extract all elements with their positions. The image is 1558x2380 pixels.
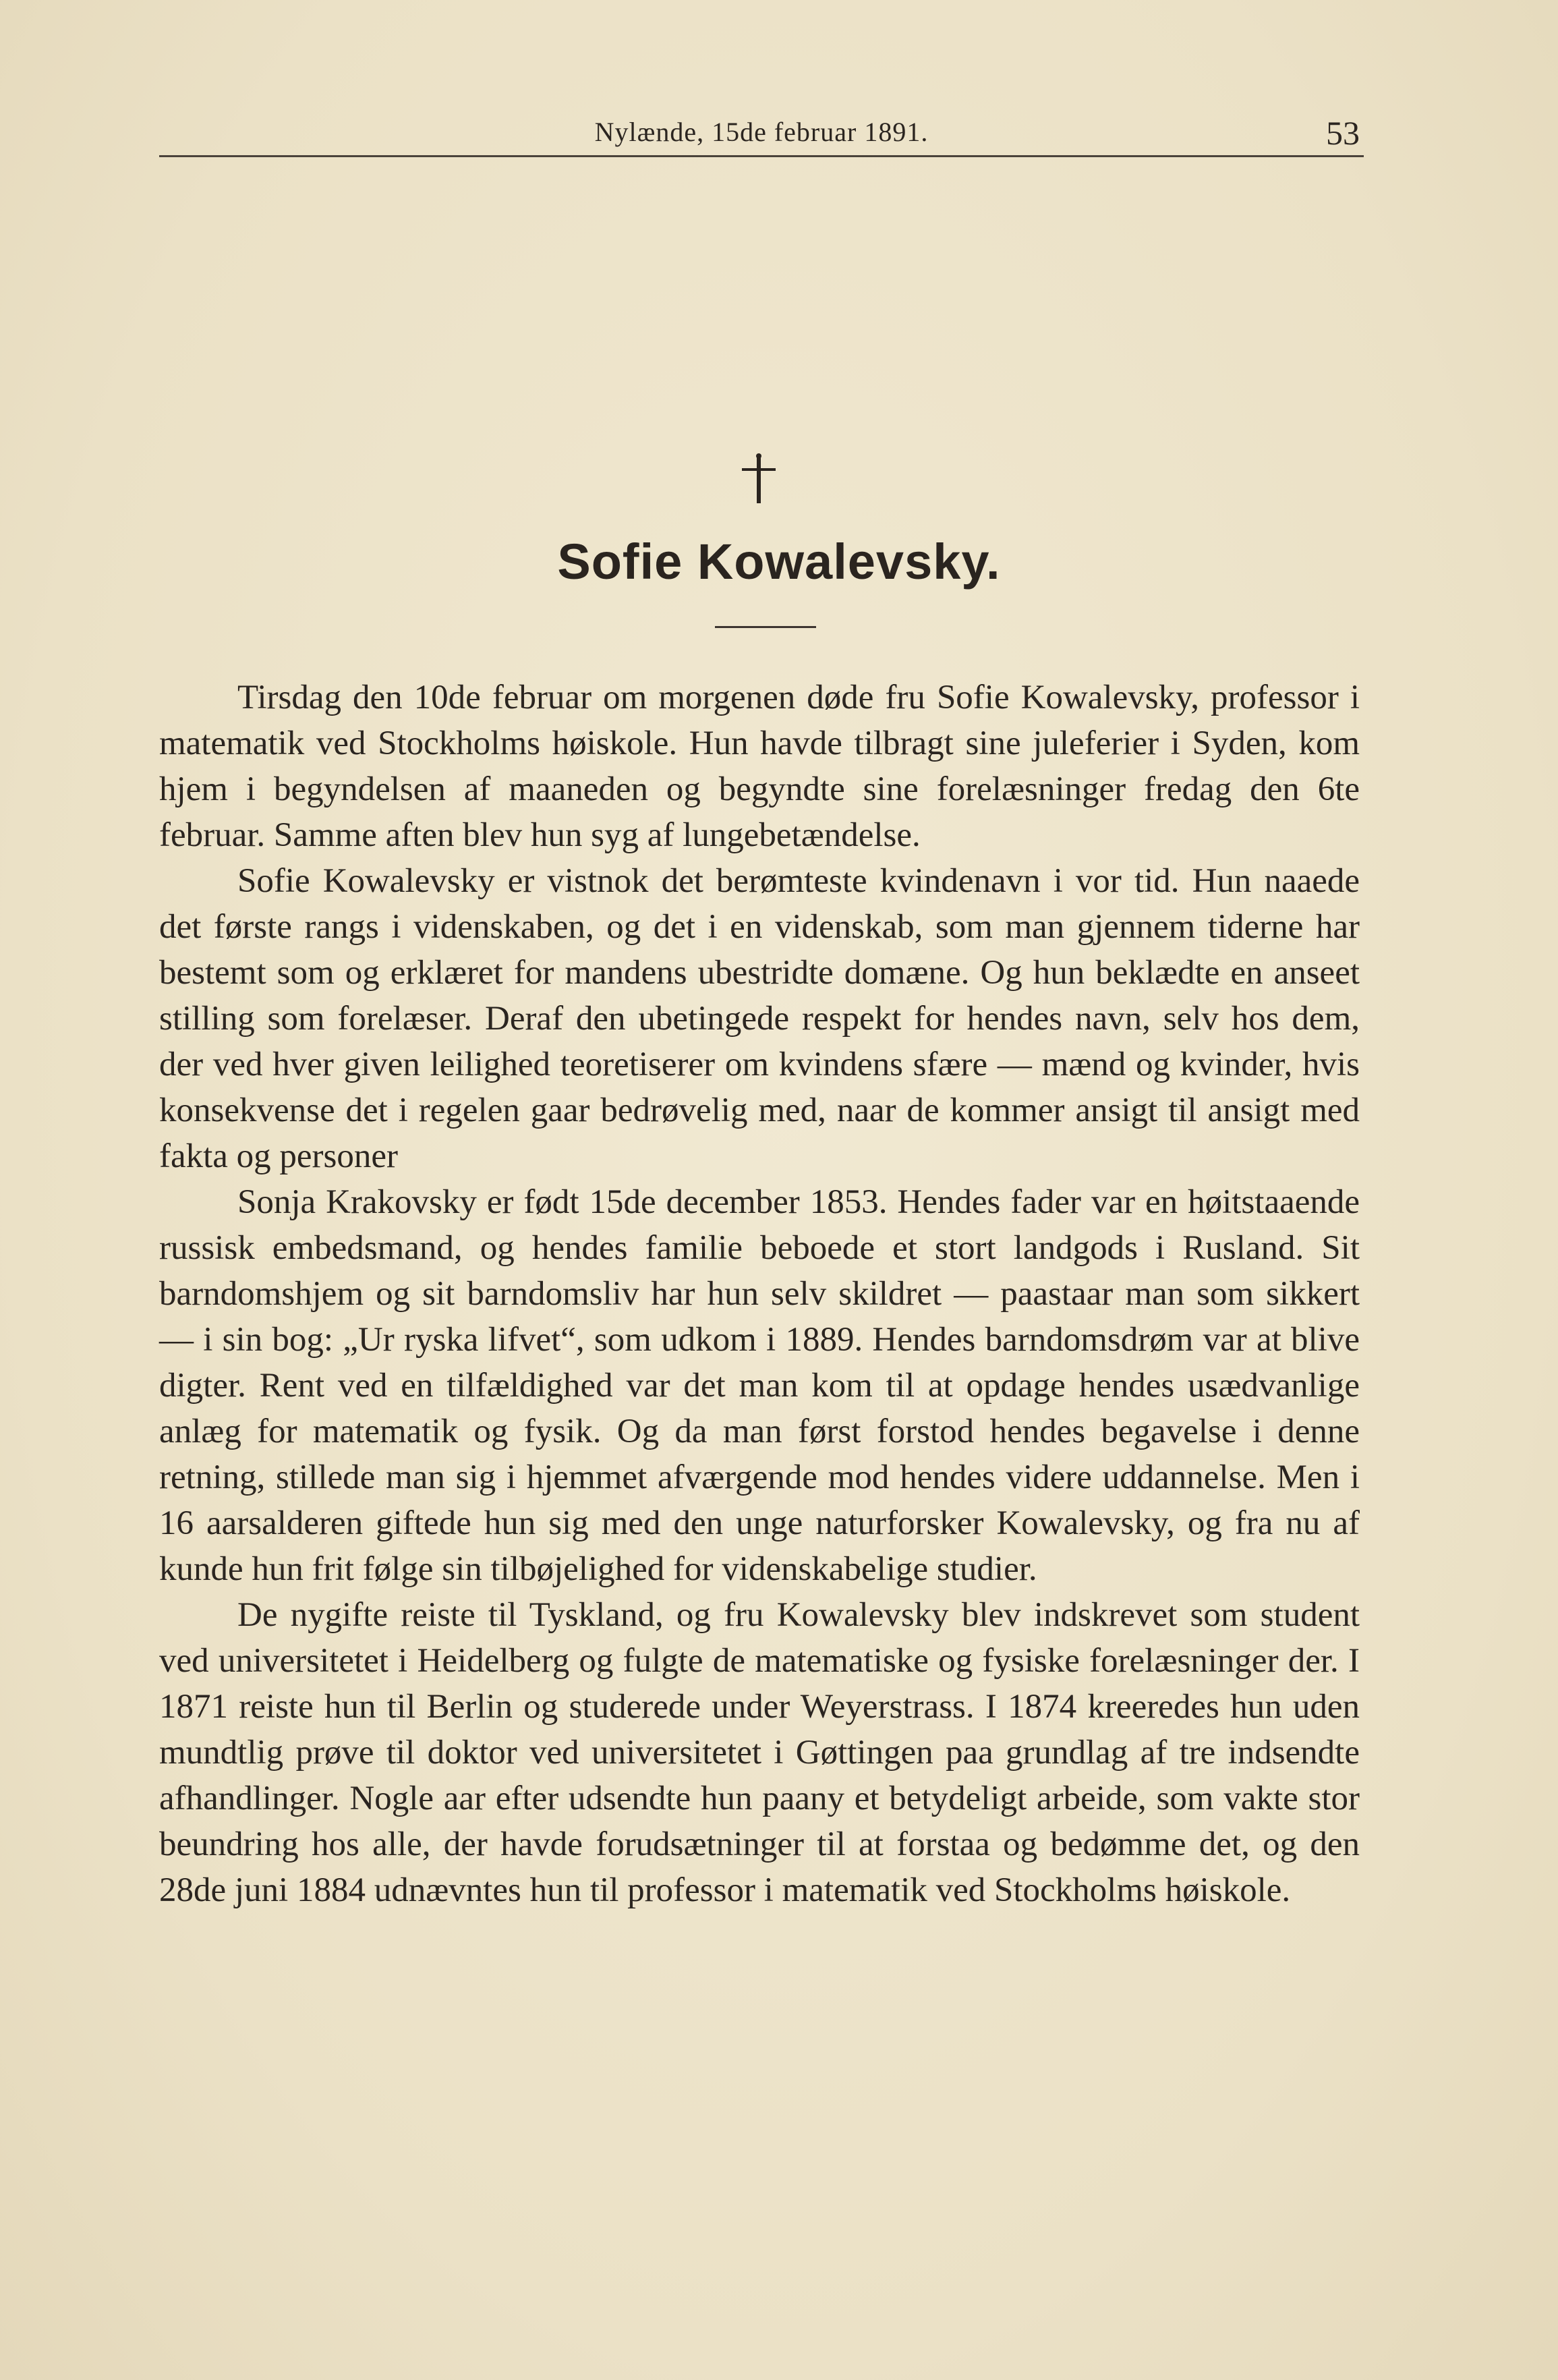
paragraph: Sonja Krakovsky er født 15de december 1853. Hendes fader var en høitstaaende russisk embedsmand, og hendes familie beboede et stort landgods i Rusland. Sit barndomshjem og sit barndomsliv har hun selv skildret — paastaar man som sikkert — i sin bog: „Ur ryska lifvet“, som udkom i 1889. Hendes barndomsdrøm var at blive digter. Rent ved en tilfældighed var det man kom til at opdage hendes usædvanlige anlæg for matematik og fysik. Og da man først forstod hendes begavelse i denne retning, stillede man sig i hjemmet afværgende mod hendes videre uddannelse. Men i 16 aarsalderen giftede hun sig med den unge naturforsker Kowalevsky, og fra nu af kunde hun frit følge sin tilbøjelighed for videnskabelige studier. (159, 1183, 1360, 1588)
running-title: Nylænde, 15de februar 1891. (594, 117, 929, 147)
title-divider (715, 626, 816, 628)
paragraph: Sofie Kowalevsky er vistnok det berømteste kvindenavn i vor tid. Hun naaede det første rangs i videnskaben, og det i en videnskab, som man gjennem tiderne har bestemt som og erklæret for mandens ubestridte domæne. Og hun beklædte en anseet stilling som forelæser. Deraf den ubetingede respekt for hendes navn, selv hos dem, der ved hver given leilighed teoretiserer om kvindens sfære — mænd og kvinder, hvis konsekvense det i regelen gaar bedrøvelig med, naar de kommer ansigt til ansigt med fakta og personer (159, 862, 1360, 1175)
paragraph: De nygifte reiste til Tyskland, og fru Kowalevsky blev indskrevet som student ved universitetet i Heidelberg og fulgte de matematiske og fysiske forelæsninger der. I 1871 reiste hun til Berlin og studerede under Weyerstrass. I 1874 kreeredes hun uden mundtlig prøve til doktor ved universitetet i Gøttingen paa grundlag af tre indsendte afhandlinger. Nogle aar efter udsendte hun paany et betydeligt arbeide, som vakte stor beundring hos alle, der havde forudsætninger til at forstaa og bedømme det, og den 28de juni 1884 udnævntes hun til professor i matematik ved Stockholms høiskole. (159, 1596, 1360, 1909)
article-body (159, 675, 1360, 1913)
cross-icon (735, 452, 782, 506)
page-number: 53 (1326, 114, 1360, 152)
article-title: Sofie Kowalevsky. (557, 534, 1001, 590)
running-header (159, 101, 1364, 157)
paragraph: Tirsdag den 10de februar om morgenen døde fru Sofie Kowalevsky, professor i matematik ved Stockholms høiskole. Hun havde tilbragt sine juleferier i Syden, kom hjem i begyndelsen af maaneden og begyndte sine forelæsninger fredag den 6te februar. Samme aften blev hun syg af lungebetændelse. (159, 679, 1360, 854)
